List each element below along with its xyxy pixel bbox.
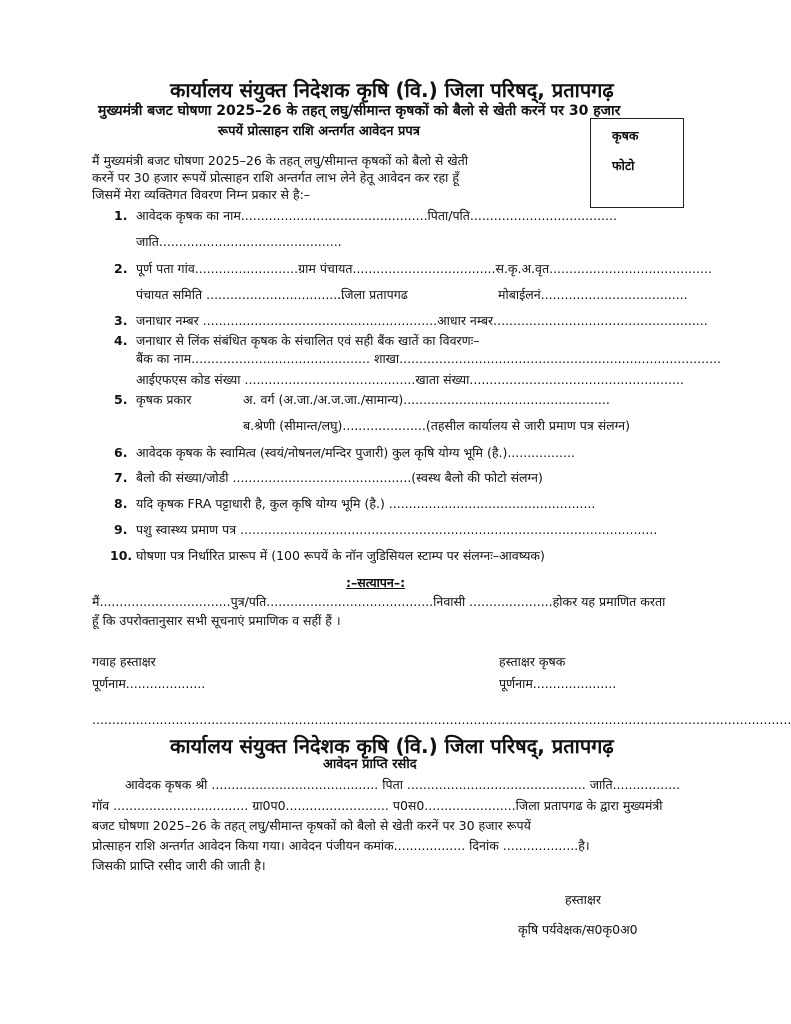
receipt-line-5: जिसकी प्राप्ति रसीद जारी की जाती है। (92, 858, 266, 873)
page-subtitle-line2: रूपयें प्रोत्साहन राशि अन्तर्गत आवेदन प्रपत्र (218, 124, 420, 139)
item-number-1: 1. (114, 208, 128, 223)
item-number-10: 10. (110, 548, 133, 563)
field-caste: जाति.............................................. (136, 234, 342, 249)
field-bank-heading: जनाधार से लिंक संबंधित कृषक के संचालित एवं सही बैंक खातें का विवरणः– (136, 333, 480, 348)
cut-line-separator: ................................................................................................................................................................................ (92, 712, 791, 727)
witness-fullname: पूर्णनाम.................... (92, 676, 206, 691)
intro-line-1: मैं मुख्यमंत्री बजट घोषणा 2025–26 के तहत् लघु/सीमान्त कृषकों को बैलो से खेती (92, 153, 468, 168)
field-jan-aadhar: जनाधार नम्बर ...........................................................आधार नम्बर...................................................... (136, 313, 708, 328)
photo-box-label-1: कृषक (612, 128, 639, 143)
intro-line-3: जिसमें मेरा व्यक्तिगत विवरण निम्न प्रकार से है:– (92, 187, 311, 202)
field-farmer-type-label: कृषक प्रकार (136, 392, 192, 407)
farmer-fullname: पूर्णनाम..................... (499, 676, 617, 691)
field-class: ब.श्रेणी (सीमान्त/लघु).....................(तहसील कार्यालय से जारी प्रमाण पत्र संलग्न) (243, 418, 630, 433)
field-panchayat-samiti: पंचायत समिति ................................... (136, 287, 346, 302)
page-title: कार्यालय संयुक्त निदेशक कृषि (वि.) जिला परिषद्, प्रतापगढ़ (170, 78, 614, 102)
item-number-2: 2. (114, 261, 128, 276)
verification-line-1: मैं.................................पुत्र/पति..........................................निवासी .....................होकर यह प्रमाणित करता (92, 594, 666, 609)
item-number-6: 6. (114, 445, 128, 460)
field-mobile: मोबाईलनं..................................... (498, 287, 688, 302)
field-district: .जिला प्रतापगढ (337, 287, 408, 302)
receipt-signature-label: हस्ताक्षर (565, 892, 601, 907)
farmer-photo-box (590, 118, 684, 208)
receipt-subtitle: आवेदन प्राप्ति रसीद (323, 757, 417, 772)
field-land-ownership: आवेदक कृषक के स्वामित्व (स्वयं/नोषनल/मन्दिर पुजारी) कुल कृषि योग्य भूमि (है.)................. (136, 445, 575, 460)
field-animal-health-cert: पशु स्वास्थ्य प्रमाण पत्र ......................................................................................................... (136, 522, 658, 537)
field-applicant-name: आवेदक कृषक का नाम...............................................पिता/पति..................................... (136, 208, 617, 223)
item-number-8: 8. (114, 496, 128, 511)
receipt-title: कार्यालय संयुक्त निदेशक कृषि (वि.) जिला परिषद्, प्रतापगढ़ (170, 734, 614, 758)
item-number-5: 5. (114, 392, 128, 407)
field-bullock-count: बैलो की संख्या/जोडी .............................................(स्वस्थ बैलो की फोटो संलग्न) (136, 470, 543, 485)
photo-box-label-2: फोटो (612, 158, 635, 173)
item-number-4: 4. (114, 333, 128, 348)
item-number-3: 3. (114, 313, 128, 328)
receipt-line-1: आवेदक कृषक श्री .......................................... पिता ............................................. जाति................. (125, 777, 681, 792)
intro-line-2: करनें पर 30 हजार रूपयें प्रोत्साहन राशि अन्तर्गत लाभ लेने हेतू आवेदन कर रहा हूँ (92, 170, 459, 185)
verification-heading: :–सत्यापन–: (346, 575, 406, 590)
receipt-line-4: प्रोत्साहन राशि अन्तर्गत आवेदन किया गया। आवेदन पंजीयन कमांक.................. दिनांक ...................है। (92, 838, 590, 853)
verification-line-2: हूँ कि उपरोक्तानुसार सभी सूचनाएं प्रमाणिक व सहीं हैं । (92, 613, 341, 628)
field-fra-land: यदि कृषक FRA पट्टाधारी है, कुल कृषि योग्य भूमि (है.) .................................................... (136, 496, 596, 511)
field-declaration: घोषणा पत्र निर्धारित प्रारूप में (100 रूपयें के नॉन जुडिसियल स्टाम्प पर संलग्नः–आवष्यक) (136, 548, 545, 563)
receipt-officer-designation: कृषि पर्यवेक्षक/स0कृ0अ0 (518, 922, 638, 937)
item-number-9: 9. (114, 522, 128, 537)
receipt-line-2: गॉव .................................. ग्रा0प0.......................... प0स0.......................जिला प्रतापगढ के द्वारा मुख्यमंत्री (92, 798, 663, 813)
field-bank-name: बैंक का नाम............................................. शाखा................................................................................. (136, 351, 721, 366)
field-category: अ. वर्ग (अ.जा./अ.ज.जा./सामान्य).................................................... (243, 392, 610, 407)
receipt-line-3: बजट घोषणा 2025–26 के तहत् लघु/सीमान्त कृषकों को बैलो से खेती करनें पर 30 हजार रूपयें (92, 818, 531, 833)
field-address: पूर्ण पता गांव..........................ग्राम पंचायत....................................स.कृ.अ.वृत......................................... (136, 261, 713, 276)
item-number-7: 7. (114, 470, 128, 485)
field-ifsc: आईएफएस कोड संख्या ...........................................खाता संख्या...................................................... (136, 372, 684, 387)
witness-signature-label: गवाह हस्ताक्षर (92, 654, 156, 669)
farmer-signature-label: हस्ताक्षर कृषक (499, 654, 566, 669)
page-subtitle-line1: मुख्यमंत्री बजट घोषणा 2025–26 के तहत् लघु/सीमान्त कृषकों को बैलो से खेती करनें पर 30 हजार (98, 103, 621, 119)
